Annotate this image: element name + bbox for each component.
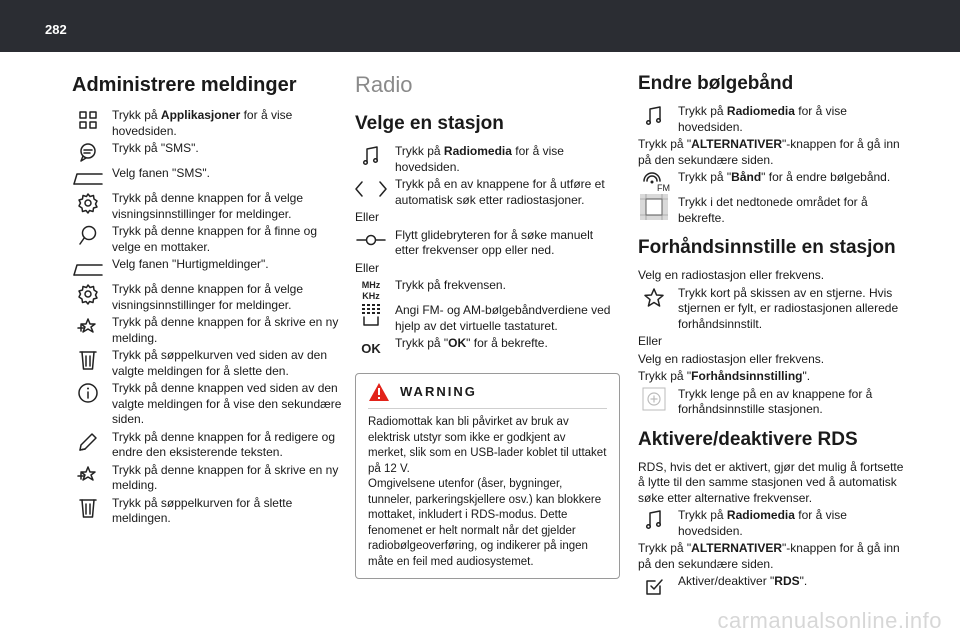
keyboard-icon <box>355 304 387 326</box>
instruction-step <box>72 315 347 346</box>
watermark: carmanualsonline.info <box>717 608 942 633</box>
instruction-step <box>72 191 347 222</box>
info-icon <box>72 382 104 404</box>
step-text: Trykk på denne knappen for å skrive en ny melding. <box>112 462 339 492</box>
instruction-step <box>638 195 913 226</box>
steps-list <box>638 268 913 418</box>
instruction-step <box>355 303 620 334</box>
instruction-step <box>638 170 913 193</box>
messages-icon <box>72 142 104 164</box>
step-text: Trykk på søppelkurven ved siden av den valgte meldingen for å slette den. <box>112 348 327 378</box>
preset-add-icon <box>638 388 670 410</box>
step-text: Aktiver/deaktiver "RDS". <box>678 574 808 588</box>
step-text: Trykk kort på skissen av en stjerne. Hvis stjernen er fylt, er radiostasjonen allerede forhåndsinnstilt. <box>678 285 899 331</box>
steps-list <box>638 104 913 226</box>
step-text: Trykk på denne knappen ved siden av den valgte meldingen for å vise den sekundære siden. <box>112 381 342 426</box>
step-text: Trykk på Radiomedia for å vise hovedsiden. <box>678 508 847 538</box>
svg-text:KHz: KHz <box>362 291 380 301</box>
instruction-step <box>72 224 347 255</box>
warning-triangle-icon <box>368 382 390 402</box>
instruction-step <box>638 104 913 135</box>
step-text: Trykk på "Bånd" for å endre bølgebånd. <box>678 170 891 184</box>
warning-box <box>355 373 620 579</box>
instruction-step <box>638 508 913 539</box>
section-title: Forhåndsinnstille en stasjon <box>638 237 896 258</box>
new-message-icon <box>72 316 104 338</box>
step-text: Trykk på denne knappen for å velge visningsinnstillinger for meldinger. <box>112 191 304 221</box>
column-band <box>638 72 913 599</box>
svg-text:FM: FM <box>657 183 670 193</box>
instruction-step <box>72 166 347 189</box>
section-title: Administrere meldinger <box>72 74 297 96</box>
steps-list <box>355 144 620 359</box>
column-messages <box>72 72 347 529</box>
settings-gear-icon <box>72 283 104 305</box>
step-text: Trykk på Radiomedia for å vise hovedsiden. <box>395 144 564 174</box>
step-text: Trykk på denne knappen for å redigere og endre den eksisterende teksten. <box>112 429 336 459</box>
step-text: Trykk på frekvensen. <box>395 278 506 292</box>
step-text: Trykk på en av knappene for å utføre et automatisk søk etter radiostasjoner. <box>395 177 605 207</box>
step-text: Trykk på "SMS". <box>112 141 199 155</box>
instruction-step <box>638 286 913 333</box>
step-text: Angi FM- og AM-bølgebåndverdiene ved hjelp av det virtuelle tastaturet. <box>395 303 611 333</box>
step-text: Trykk på denne knappen for å velge visningsinnstillinger for meldinger. <box>112 282 304 312</box>
instruction-step <box>638 387 913 418</box>
steps-list <box>72 108 347 527</box>
step-text: Velg fanen "Hurtigmeldinger". <box>112 257 269 271</box>
settings-gear-icon <box>72 192 104 214</box>
instruction-step <box>72 348 347 379</box>
step-text: Trykk på "OK" for å bekrefte. <box>395 336 548 350</box>
tab-icon <box>72 258 104 280</box>
shaded-area-icon <box>638 196 670 218</box>
chapter-title: Radio <box>355 72 413 97</box>
step-text: Trykk i det nedtonede området for å bekrefte. <box>678 195 868 225</box>
instruction-step <box>72 463 347 494</box>
edit-pencil-icon <box>72 431 104 453</box>
page-number: 282 <box>45 22 67 37</box>
paragraph: Eller <box>355 210 380 224</box>
apps-grid-icon <box>72 109 104 131</box>
step-text: Flytt glidebryteren for å søke manuelt etter frekvenser opp eller ned. <box>395 227 594 257</box>
step-text: Trykk lenge på en av knappene for å forhåndsinnstille stasjonen. <box>678 386 873 416</box>
instruction-step <box>72 108 347 139</box>
section-title: Endre bølgebånd <box>638 73 794 94</box>
instruction-step <box>355 144 620 175</box>
instruction-step <box>72 430 347 461</box>
seek-arrows-icon <box>355 178 387 200</box>
header-bar <box>0 0 960 52</box>
steps-list <box>638 460 913 598</box>
warning-text: Radiomottak kan bli påvirket av bruk av elektrisk utstyr som ikke er godkjent av merket, slik som en USB-lader koblet til uttaket på 12 V. Omgivelsene utenfor (åser, bygninger, tunneler, parkeringskjellere osv.) kan blokkere mottaket, inkludert i RDS-modus. Dette fenomenet er helt normalt når det gjelder radiobølgeoverføring, og indikerer på ingen måte en feil med audiosystemet. <box>368 416 607 568</box>
warning-label: WARNING <box>400 384 477 400</box>
instruction-step <box>638 574 913 597</box>
new-message-icon <box>72 464 104 486</box>
instruction-step <box>72 282 347 313</box>
paragraph: Velg en radiostasjon eller frekvens. <box>638 268 825 282</box>
instruction-step <box>72 496 347 527</box>
trash-icon <box>72 497 104 519</box>
trash-icon <box>72 349 104 371</box>
paragraph: Trykk på "ALTERNATIVER"-knappen for å gå inn på den sekundære siden. <box>638 137 900 167</box>
section-title: Velge en stasjon <box>355 113 504 134</box>
step-text: Trykk på Applikasjoner for å vise hovedsiden. <box>112 108 293 138</box>
step-text: Trykk på Radiomedia for å vise hovedsiden. <box>678 104 847 134</box>
step-text: Trykk på søppelkurven for å slette meldingen. <box>112 495 293 525</box>
paragraph: RDS, hvis det er aktivert, gjør det mulig å fortsette å lytte til den samme stasjonen ved å automatisk søke etter alternative frekvenser. <box>638 459 904 505</box>
music-note-icon <box>638 105 670 127</box>
instruction-step <box>355 228 620 259</box>
star-icon <box>638 287 670 309</box>
mhz-khz-icon <box>355 279 387 301</box>
step-text: Trykk på denne knappen for å finne og velge en mottaker. <box>112 224 318 254</box>
fm-band-icon <box>638 171 670 193</box>
instruction-step <box>72 381 347 428</box>
svg-text:OK: OK <box>361 341 381 356</box>
instruction-step <box>72 141 347 164</box>
ok-icon <box>355 337 387 359</box>
music-note-icon <box>355 145 387 167</box>
svg-text:MHz: MHz <box>361 280 381 290</box>
paragraph: Trykk på "Forhåndsinnstilling". <box>638 369 811 383</box>
instruction-step <box>72 257 347 280</box>
instruction-step <box>355 278 620 301</box>
warning-header <box>368 382 607 409</box>
paragraph: Trykk på "ALTERNATIVER"-knappen for å gå inn på den sekundære siden. <box>638 541 900 571</box>
step-text: Trykk på denne knappen for å skrive en ny melding. <box>112 315 339 345</box>
paragraph: Velg en radiostasjon eller frekvens. <box>638 351 825 366</box>
step-text: Velg fanen "SMS". <box>112 166 210 180</box>
paragraph: Eller <box>355 260 380 275</box>
instruction-step <box>355 177 620 208</box>
tab-icon <box>72 167 104 189</box>
instruction-step <box>355 336 620 359</box>
slider-icon <box>355 229 387 251</box>
column-radio <box>355 72 620 579</box>
paragraph: Eller <box>638 334 663 348</box>
section-title: Aktivere/deaktivere RDS <box>638 428 858 450</box>
checkbox-icon <box>638 575 670 597</box>
music-note-icon <box>638 509 670 531</box>
search-icon <box>72 225 104 247</box>
